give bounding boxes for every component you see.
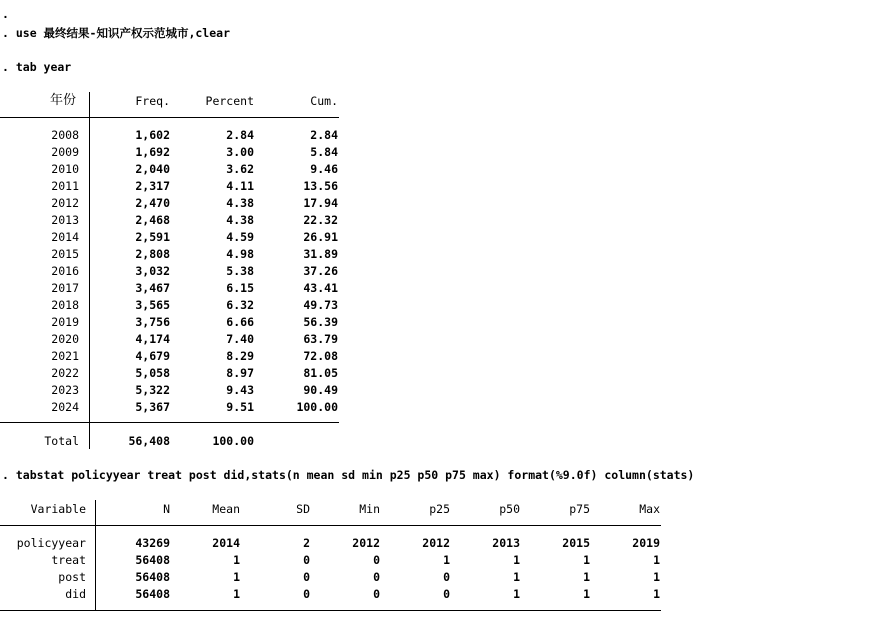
tab-cell-year: 2012 [51, 196, 79, 210]
tabstat-header-rule [0, 525, 661, 526]
tab-cell-percent: 4.11 [226, 179, 254, 193]
tab-cell-percent: 4.38 [226, 196, 254, 210]
tabstat-cell-min: 0 [373, 587, 380, 601]
tab-cell-year: 2009 [51, 145, 79, 159]
tab-cell-cum: 63.79 [303, 332, 338, 346]
tabstat-cell-sd: 0 [303, 553, 310, 567]
tabstat-cell-p25: 0 [443, 570, 450, 584]
tab-cell-freq: 2,040 [135, 162, 170, 176]
tab-cell-freq: 2,317 [135, 179, 170, 193]
tab-cell-year: 2016 [51, 264, 79, 278]
tabstat-cell-p75: 1 [583, 570, 590, 584]
tab-total-percent: 100.00 [212, 434, 254, 448]
tab-cell-year: 2010 [51, 162, 79, 176]
tab-cell-year: 2008 [51, 128, 79, 142]
tab-cell-freq: 1,692 [135, 145, 170, 159]
command-line-dot: . [2, 7, 9, 21]
tab-cell-percent: 8.29 [226, 349, 254, 363]
tabstat-header-mean: Mean [212, 502, 240, 516]
tabstat-cell-max: 1 [653, 587, 660, 601]
tab-cell-year: 2014 [51, 230, 79, 244]
tab-cell-percent: 2.84 [226, 128, 254, 142]
tab-cell-year: 2011 [51, 179, 79, 193]
tab-cell-cum: 56.39 [303, 315, 338, 329]
tabstat-header-min: Min [359, 502, 380, 516]
tab-var-header: 年份 [50, 93, 77, 108]
tab-cell-cum: 22.32 [303, 213, 338, 227]
tab-cell-freq: 3,467 [135, 281, 170, 295]
tabstat-cell-mean: 2014 [212, 536, 240, 550]
tabstat-vertical-rule [95, 500, 96, 610]
tabstat-cell-p25: 0 [443, 587, 450, 601]
tab-cell-cum: 5.84 [310, 145, 338, 159]
tab-cell-freq: 5,322 [135, 383, 170, 397]
tabstat-cell-variable: did [65, 587, 86, 601]
tabstat-header-n: N [163, 502, 170, 516]
tab-cell-freq: 3,032 [135, 264, 170, 278]
tab-cell-freq: 3,565 [135, 298, 170, 312]
tab-cell-year: 2021 [51, 349, 79, 363]
tabstat-var-header: Variable [30, 502, 86, 516]
tab-cell-freq: 3,756 [135, 315, 170, 329]
tab-cell-freq: 5,058 [135, 366, 170, 380]
tab-cell-freq: 4,174 [135, 332, 170, 346]
command-line-tab: . tab year [2, 60, 72, 74]
tabstat-cell-n: 56408 [135, 570, 170, 584]
tab-cell-percent: 9.43 [226, 383, 254, 397]
tab-cell-year: 2023 [51, 383, 79, 397]
tabstat-cell-sd: 2 [303, 536, 310, 550]
tab-cell-percent: 9.51 [226, 400, 254, 414]
tabstat-cell-mean: 1 [233, 553, 240, 567]
tab-cell-freq: 1,602 [135, 128, 170, 142]
tab-cell-year: 2020 [51, 332, 79, 346]
tabstat-cell-variable: policyyear [16, 536, 86, 550]
command-line-use: . use 最终结果-知识产权示范城市,clear [2, 26, 231, 40]
tab-cell-cum: 100.00 [296, 400, 338, 414]
tab-cell-year: 2022 [51, 366, 79, 380]
tabstat-header-max: Max [639, 502, 660, 516]
tabstat-cell-mean: 1 [233, 570, 240, 584]
tabstat-cell-variable: post [58, 570, 86, 584]
tabstat-cell-n: 56408 [135, 587, 170, 601]
tab-cell-year: 2019 [51, 315, 79, 329]
tabstat-cell-min: 0 [373, 570, 380, 584]
tabstat-cell-sd: 0 [303, 570, 310, 584]
tabstat-cell-p50: 1 [513, 570, 520, 584]
tab-header-percent: Percent [205, 94, 254, 108]
tab-cell-percent: 4.59 [226, 230, 254, 244]
tab-header-cum: Cum. [310, 94, 338, 108]
tab-cell-percent: 8.97 [226, 366, 254, 380]
tab-cell-cum: 72.08 [303, 349, 338, 363]
tab-vertical-rule [89, 92, 90, 449]
tabstat-cell-p25: 1 [443, 553, 450, 567]
tab-cell-percent: 6.66 [226, 315, 254, 329]
tab-cell-freq: 2,468 [135, 213, 170, 227]
tab-cell-cum: 13.56 [303, 179, 338, 193]
tab-cell-year: 2018 [51, 298, 79, 312]
tab-cell-cum: 17.94 [303, 196, 338, 210]
tabstat-cell-p25: 2012 [422, 536, 450, 550]
tab-cell-percent: 3.00 [226, 145, 254, 159]
tab-cell-freq: 5,367 [135, 400, 170, 414]
tab-cell-percent: 3.62 [226, 162, 254, 176]
tab-cell-cum: 81.05 [303, 366, 338, 380]
tab-cell-percent: 5.38 [226, 264, 254, 278]
tabstat-cell-max: 2019 [632, 536, 660, 550]
tabstat-header-p25: p25 [429, 502, 450, 516]
tabstat-cell-p50: 1 [513, 587, 520, 601]
tabstat-cell-n: 43269 [135, 536, 170, 550]
tab-total-rule [0, 422, 339, 423]
tabstat-cell-max: 1 [653, 553, 660, 567]
tabstat-cell-p75: 1 [583, 587, 590, 601]
tabstat-cell-n: 56408 [135, 553, 170, 567]
tab-total-freq: 56,408 [128, 434, 170, 448]
tab-cell-freq: 2,470 [135, 196, 170, 210]
tab-cell-cum: 49.73 [303, 298, 338, 312]
tab-cell-cum: 2.84 [310, 128, 338, 142]
command-line-tabstat: . tabstat policyyear treat post did,stats(n mean sd min p25 p50 p75 max) format(%9.0f) column(stats) [2, 468, 695, 482]
tab-cell-percent: 7.40 [226, 332, 254, 346]
tab-cell-cum: 37.26 [303, 264, 338, 278]
tabstat-cell-mean: 1 [233, 587, 240, 601]
tabstat-bottom-rule [0, 610, 661, 611]
tabstat-cell-max: 1 [653, 570, 660, 584]
tabstat-cell-p50: 1 [513, 553, 520, 567]
tab-cell-percent: 6.32 [226, 298, 254, 312]
tabstat-cell-p75: 1 [583, 553, 590, 567]
tab-cell-percent: 4.98 [226, 247, 254, 261]
tabstat-cell-sd: 0 [303, 587, 310, 601]
tabstat-header-sd: SD [296, 502, 310, 516]
tab-cell-freq: 2,808 [135, 247, 170, 261]
tabstat-cell-variable: treat [51, 553, 86, 567]
tab-cell-freq: 4,679 [135, 349, 170, 363]
tab-cell-cum: 26.91 [303, 230, 338, 244]
tab-cell-year: 2013 [51, 213, 79, 227]
tabstat-header-p75: p75 [569, 502, 590, 516]
tabstat-cell-p50: 2013 [492, 536, 520, 550]
tab-cell-year: 2015 [51, 247, 79, 261]
tab-header-rule [0, 117, 339, 118]
tab-cell-cum: 90.49 [303, 383, 338, 397]
tabstat-cell-min: 0 [373, 553, 380, 567]
tab-cell-percent: 6.15 [226, 281, 254, 295]
tab-cell-year: 2017 [51, 281, 79, 295]
tabstat-cell-min: 2012 [352, 536, 380, 550]
tab-cell-cum: 31.89 [303, 247, 338, 261]
tab-cell-freq: 2,591 [135, 230, 170, 244]
tab-cell-percent: 4.38 [226, 213, 254, 227]
tab-total-label: Total [44, 434, 79, 448]
tab-cell-year: 2024 [51, 400, 79, 414]
tab-cell-cum: 43.41 [303, 281, 338, 295]
tabstat-cell-p75: 2015 [562, 536, 590, 550]
tab-cell-cum: 9.46 [310, 162, 338, 176]
tab-header-freq: Freq. [135, 94, 170, 108]
tabstat-header-p50: p50 [499, 502, 520, 516]
